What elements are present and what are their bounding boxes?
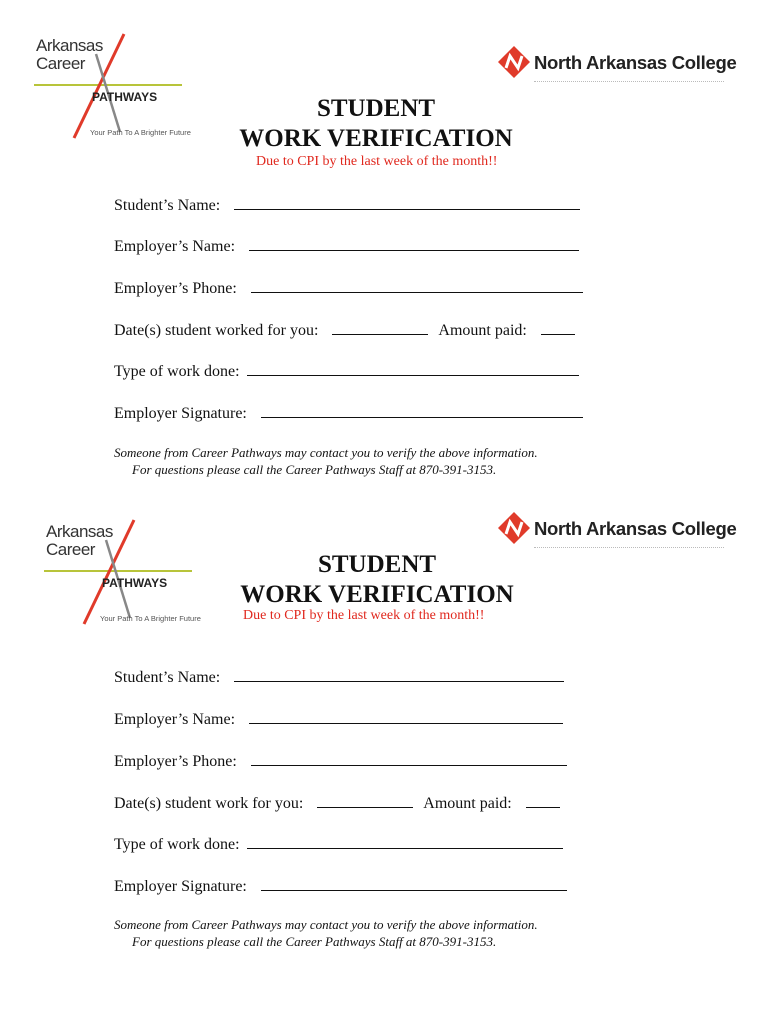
dates-worked-field [114,319,575,340]
contact-note-line-2: For questions please call the Career Pathways Staff at 870-391-3153. [132,934,497,949]
logo-tagline: Your Path To A Brighter Future [100,614,201,623]
employer-name-label: Employer’s Name: [114,711,236,728]
dates-worked-field [114,792,560,813]
logo-divider [534,81,724,82]
logo-tagline: Your Path To A Brighter Future [90,128,191,137]
type-of-work-input[interactable] [247,833,563,849]
contact-note [114,444,538,478]
logo-word-arkansas: Arkansas [36,36,103,55]
student-name-label: Student’s Name: [114,197,221,214]
due-notice: Due to CPI by the last week of the month!! [243,608,485,623]
student-name-input[interactable] [234,194,580,210]
employer-name-field [114,235,579,256]
title-line-1: STUDENT [317,551,437,578]
employer-signature-field [114,875,567,896]
employer-phone-field [114,277,583,298]
arkansas-career-pathways-logo [32,32,192,142]
student-name-field [114,194,580,215]
logo-word-pathways: PATHWAYS [92,90,158,104]
type-of-work-field [114,360,579,381]
employer-phone-field [114,750,567,771]
employer-name-field [114,708,563,729]
student-name-input[interactable] [234,666,564,682]
employer-signature-label: Employer Signature: [114,405,247,422]
title-line-1: STUDENT [316,95,436,122]
verification-form-2 [0,508,770,1008]
amount-paid-label: Amount paid: [423,795,512,812]
student-name-label: Student’s Name: [114,669,221,686]
type-of-work-label: Type of work done: [114,836,240,853]
college-name: North Arkansas College [534,52,737,73]
nac-diamond-icon [496,510,532,546]
employer-name-label: Employer’s Name: [114,238,236,255]
logo-word-career: Career [36,54,85,73]
due-notice: Due to CPI by the last week of the month!! [256,154,498,169]
title-line-2: WORK VERIFICATION [240,581,514,608]
north-arkansas-college-logo [496,44,737,94]
employer-phone-label: Employer’s Phone: [114,280,237,297]
dates-worked-label: Date(s) student worked for you: [114,322,319,339]
contact-note-line-1: Someone from Career Pathways may contact you to verify the above information. [114,445,538,460]
type-of-work-input[interactable] [247,360,579,376]
title-line-2: WORK VERIFICATION [239,125,513,152]
logo-divider [534,547,724,548]
form-title [226,94,526,154]
nac-diamond-icon [496,44,532,80]
type-of-work-label: Type of work done: [114,363,240,380]
amount-paid-input[interactable] [541,319,575,335]
verification-form-1 [0,0,770,500]
employer-phone-label: Employer’s Phone: [114,753,237,770]
dates-worked-input[interactable] [317,792,413,808]
college-name: North Arkansas College [534,518,737,539]
employer-signature-label: Employer Signature: [114,878,247,895]
employer-name-input[interactable] [249,708,563,724]
contact-note-line-1: Someone from Career Pathways may contact you to verify the above information. [114,917,538,932]
dates-worked-input[interactable] [332,319,428,335]
logo-word-career: Career [46,540,95,559]
employer-name-input[interactable] [249,235,579,251]
type-of-work-field [114,833,563,854]
contact-note-line-2: For questions please call the Career Pathways Staff at 870-391-3153. [132,462,497,477]
north-arkansas-college-logo [496,510,737,560]
contact-note [114,916,538,950]
form-title [227,550,527,610]
employer-phone-input[interactable] [251,750,567,766]
employer-signature-field [114,402,583,423]
logo-word-arkansas: Arkansas [46,522,113,541]
dates-worked-label: Date(s) student work for you: [114,795,304,812]
employer-signature-input[interactable] [261,875,567,891]
student-name-field [114,666,564,687]
amount-paid-label: Amount paid: [438,322,527,339]
arkansas-career-pathways-logo [42,518,202,628]
amount-paid-input[interactable] [526,792,560,808]
employer-signature-input[interactable] [261,402,583,418]
employer-phone-input[interactable] [251,277,583,293]
logo-word-pathways: PATHWAYS [102,576,168,590]
